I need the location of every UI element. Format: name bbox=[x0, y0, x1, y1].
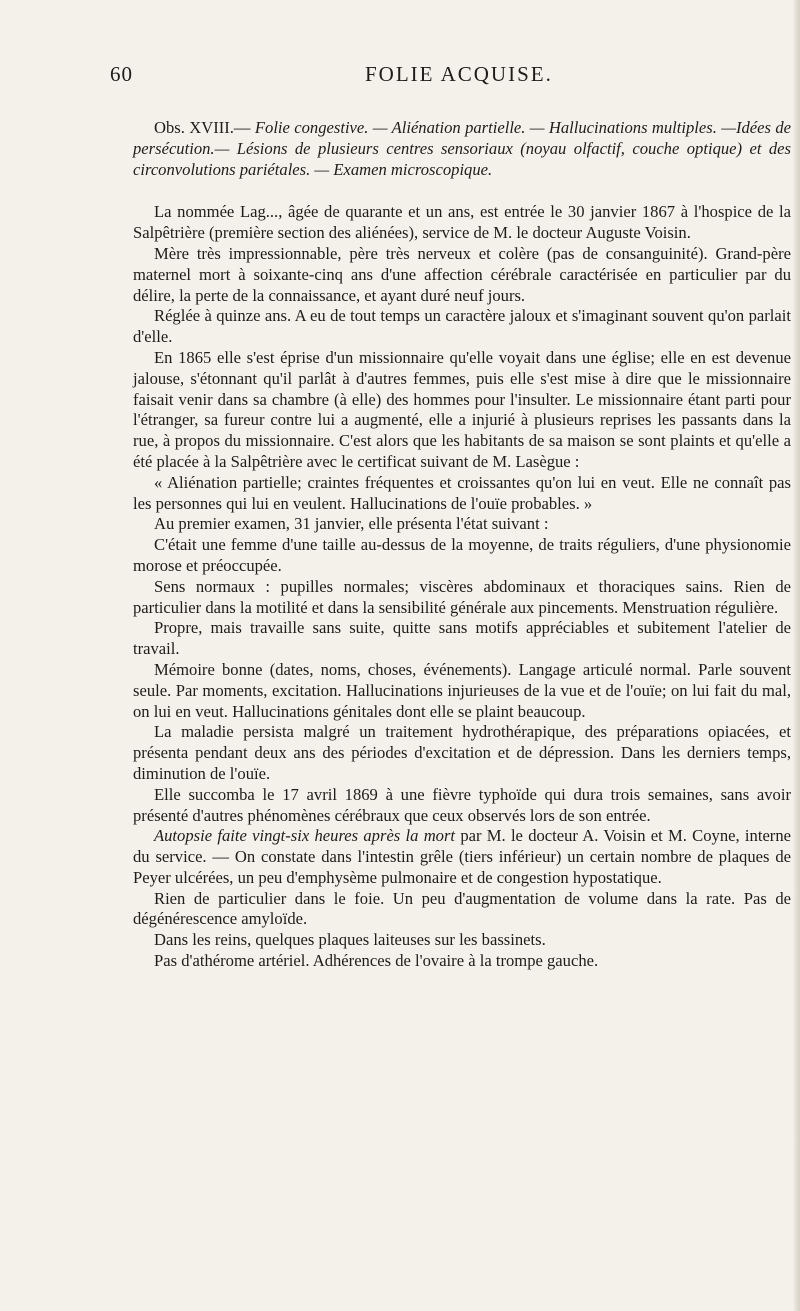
paragraph-history: En 1865 elle s'est éprise d'un missionnaire qu'elle voyait dans une église; elle en est devenue jalouse, s'étonnant qu'il parlât à d'autres femmes, puis elle s'est mise à dire que le missionnaire faisait venir dans sa chambre (à elle) des hommes pour l'insulter. Le missionnaire étant parti pour l'étranger, sa fureur contre lui a augmenté, elle a injurié à plusieurs reprises les passants dans la rue, à propos du missionnaire. C'est alors que les habitants de sa maison se sont plaints et qu'elle a été placée à la Salpêtrière avec le certificat suivant de M. Lasègue : bbox=[133, 347, 791, 471]
paragraph-first-exam: Au premier examen, 31 janvier, elle présenta l'état suivant : bbox=[154, 514, 549, 534]
paragraph-autopsy bbox=[133, 826, 791, 888]
running-title: FOLIE ACQUISE. bbox=[365, 62, 553, 86]
paragraph-death: Elle succomba le 17 avril 1869 à une fièvre typhoïde qui dura trois semaines, sans avoir présenté d'autres phénomènes cérébraux que ceux observés lors de son entrée. bbox=[133, 784, 791, 825]
paragraph-appearance: C'était une femme d'une taille au-dessus de la moyenne, de traits réguliers, d'une physionomie morose et préoccupée. bbox=[133, 535, 791, 575]
paragraph-memory: Mémoire bonne (dates, noms, choses, événements). Langage articulé normal. Parle souvent seule. Par moments, excitation. Hallucinations injurieuses de la vue et de l'ouïe; on lui fait du mal, on lui en veut. Hallucinations génitales dont elle se plaint beaucoup. bbox=[133, 659, 791, 721]
observation-heading bbox=[133, 118, 791, 180]
paragraph-course: La maladie persista malgré un traitement hydrothérapique, des préparations opiacées, et présenta pendant deux ans des périodes d'excitation et de dépression. Dans les derniers temps, diminution de l'ouïe. bbox=[133, 722, 791, 783]
observation-title: Folie congestive. — Aliénation partielle. — Hallucinations multiples. —Idées de persécution.— Lésions de plusieurs centres sensoriaux (noyau olfactif, couche optique) et des circonvolutions pariétales. — Examen microscopique. bbox=[133, 118, 791, 179]
autopsy-lead: Autopsie faite vingt-six heures après la mort bbox=[154, 826, 456, 846]
paragraph-heredity: Mère très impressionnable, père très nerveux et colère (pas de consanguinité). Grand-père maternel mort à soixante-cinq ans d'une affection cérébrale caractérisée en particulier par du délire, la perte de la connaissance, et ayant duré neuf jours. bbox=[133, 243, 791, 305]
paragraph-senses: Sens normaux : pupilles normales; viscères abdominaux et thoraciques sains. Rien de particulier dans la motilité et dans la sensibilité générale aux pincements. Menstruation régulière. bbox=[133, 576, 791, 617]
autopsy-text: par M. le docteur A. Voisin et M. Coyne, interne du service. — On constate dans l'intestin grêle (tiers inférieur) un certain nombre de plaques de Peyer ulcérées, un peu d'emphysème pulmonaire et de congestion hypostatique. bbox=[133, 826, 791, 887]
paragraph-liver-spleen: Rien de particulier dans le foie. Un peu d'augmentation de volume dans la rate. Pas de dégénérescence amyloïde. bbox=[133, 888, 791, 929]
page-number: 60 bbox=[110, 62, 133, 86]
paragraph-behavior: Propre, mais travaille sans suite, quitte sans motifs appréciables et subitement l'atelier de travail. bbox=[133, 618, 791, 659]
scan-edge bbox=[794, 0, 800, 1311]
page-body bbox=[133, 118, 791, 972]
running-head bbox=[0, 62, 800, 92]
paragraph-certificate: « Aliénation partielle; craintes fréquentes et croissantes qu'on lui en veut. Elle ne connaît pas les personnes qui lui en veulent. Hallucinations de l'ouïe probables. » bbox=[133, 472, 791, 513]
paragraph-menstruation-character: Réglée à quinze ans. A eu de tout temps un caractère jaloux et s'imaginant souvent qu'on parlait d'elle. bbox=[133, 306, 791, 347]
paragraph-admission: La nommée Lag..., âgée de quarante et un ans, est entrée le 30 janvier 1867 à l'hospice de la Salpêtrière (première section des aliénées), service de M. le docteur Auguste Voisin. bbox=[133, 202, 791, 243]
observation-number: Obs. XVIII.— bbox=[154, 118, 251, 137]
paragraph-kidneys: Dans les reins, quelques plaques laiteuses sur les bassinets. bbox=[154, 930, 546, 950]
paragraph-arteries: Pas d'athérome artériel. Adhérences de l'ovaire à la trompe gauche. bbox=[154, 951, 599, 971]
